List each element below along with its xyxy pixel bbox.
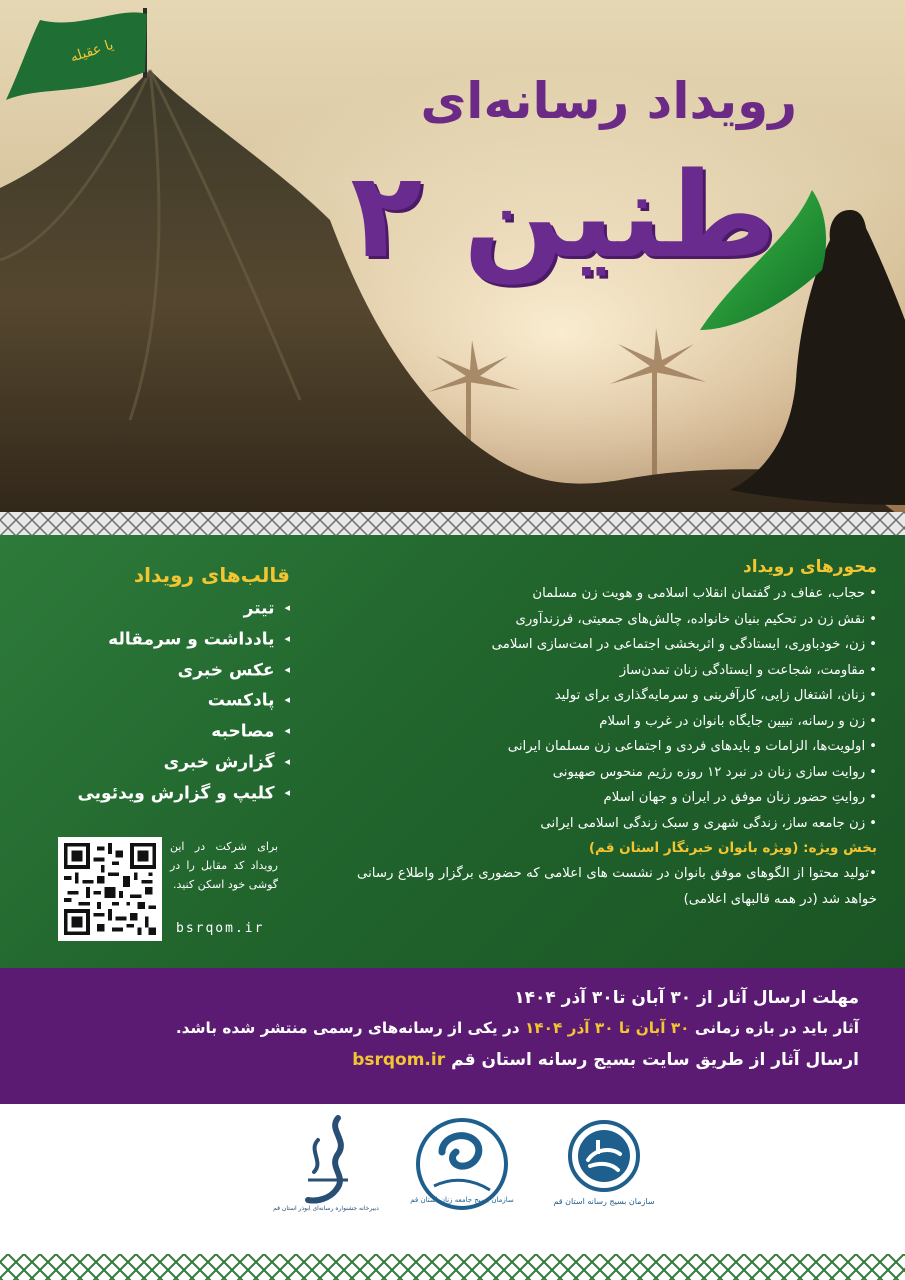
- topic-item: •اولویت‌ها، الزامات و بایدهای فردی و اجتماعی زن مسلمان ایرانی: [507, 739, 877, 754]
- format-item: ◂یادداشت و سرمقاله: [108, 629, 290, 649]
- special-section-text: •تولید محتوا از الگوهای موفق بانوان در نشست های اعلامی که حضوری برگزار واطلاع رسانی خواهد شد (در همه قالبهای اعلامی): [357, 866, 877, 907]
- formats-heading: قالب‌های رویداد: [133, 563, 290, 587]
- format-item: ◂پادکست: [207, 690, 290, 711]
- svg-text:سازمان بسیج جامعه زنان استان ق: سازمان بسیج جامعه زنان استان قم: [410, 1196, 514, 1204]
- green-section: [0, 535, 905, 968]
- format-item: ◂تیتر: [243, 598, 290, 619]
- format-item: ◂عکس خبری: [177, 659, 290, 680]
- basij-women-logo: [410, 1116, 514, 1212]
- qr-instructions: برای شرکت در این رویداد کد مقابل را در گوشی خود اسکن کنید.: [170, 840, 278, 891]
- svg-text:یا عقیله: یا عقیله: [68, 36, 116, 66]
- basij-media-logo: [553, 1118, 655, 1210]
- format-item: ◂گزارش خبری: [163, 752, 290, 772]
- topic-item: •زن، خودباوری، ایستادگی و اثربخشی اجتماعی در امت‌سازی اسلامی: [491, 637, 877, 652]
- format-item: ◂کلیپ و گزارش ویدئویی: [77, 782, 290, 803]
- format-item: ◂مصاحبه: [211, 721, 290, 742]
- hero-banner: [0, 0, 905, 535]
- submission-method: ارسال آثار از طریق سایت بسیج رسانه استان قمbsrqom.ir: [352, 1050, 859, 1070]
- topics-heading: محورهای رویداد: [743, 557, 877, 577]
- qr-code-icon: [64, 843, 156, 935]
- svg-text:سازمان بسیج رسانه استان قم: سازمان بسیج رسانه استان قم: [553, 1197, 655, 1206]
- event-title: طنین ۲: [350, 146, 777, 284]
- submission-deadline: مهلت ارسال آثار از ۳۰ آبان تا۳۰ آذر ۱۴۰۴: [514, 988, 859, 1008]
- topic-item: •حجاب، عفاف در گفتمان انقلاب اسلامی و هویت زن مسلمان: [532, 586, 877, 601]
- notice-date-range: ۳۰ آبان تا ۳۰ آذر ۱۴۰۴: [524, 1019, 690, 1037]
- topic-item: •نقش زن در تحکیم بنیان خانواده، چالش‌های جمعیتی، فرزندآوری: [515, 611, 877, 627]
- topic-item: •زن و رسانه، تبیین جایگاه بانوان در غرب و اسلام: [599, 713, 877, 729]
- topic-item: •مقاومت، شجاعت و ایستادگی زنان تمدن‌ساز: [619, 662, 877, 678]
- event-subtitle: رویداد رسانه‌ای: [420, 72, 797, 130]
- publication-notice: آثار باید در بازه زمانی ۳۰ آبان تا ۳۰ آذر ۱۴۰۴ در یکی از رسانه‌های رسمی منتشر شده باشد.: [175, 1019, 859, 1037]
- qr-site-url[interactable]: bsrqom.ir: [176, 921, 265, 936]
- lattice-border-bottom: [0, 1254, 905, 1280]
- topic-item: •روایت سازی زنان در نبرد ۱۲ روزه رژیم منحوس صهیونی: [552, 764, 877, 780]
- special-section-heading: بخش ویژه: (ویژه بانوان خبرنگار استان قم): [588, 840, 877, 856]
- topics-list: [357, 557, 877, 913]
- qr-code[interactable]: [58, 837, 162, 941]
- festival-logo: [273, 1110, 379, 1214]
- submission-url[interactable]: bsrqom.ir: [352, 1050, 446, 1070]
- svg-text:دبیرخانه جشنواره رسانه‌ای ابوذ: دبیرخانه جشنواره رسانه‌ای ابوذر استان قم: [273, 1205, 379, 1212]
- topic-item: •زنان، اشتغال زایی، کارآفرینی و سرمایه‌گذاری برای تولید: [554, 688, 877, 703]
- formats-list: [40, 563, 290, 808]
- topic-item: •روایتِ حضور زنان موفق در ایران و جهان اسلام: [603, 790, 877, 805]
- info-band: [0, 968, 905, 1104]
- topic-item: •زن جامعه ساز، زندگی شهری و سبک زندگی اسلامی ایرانی: [540, 815, 877, 831]
